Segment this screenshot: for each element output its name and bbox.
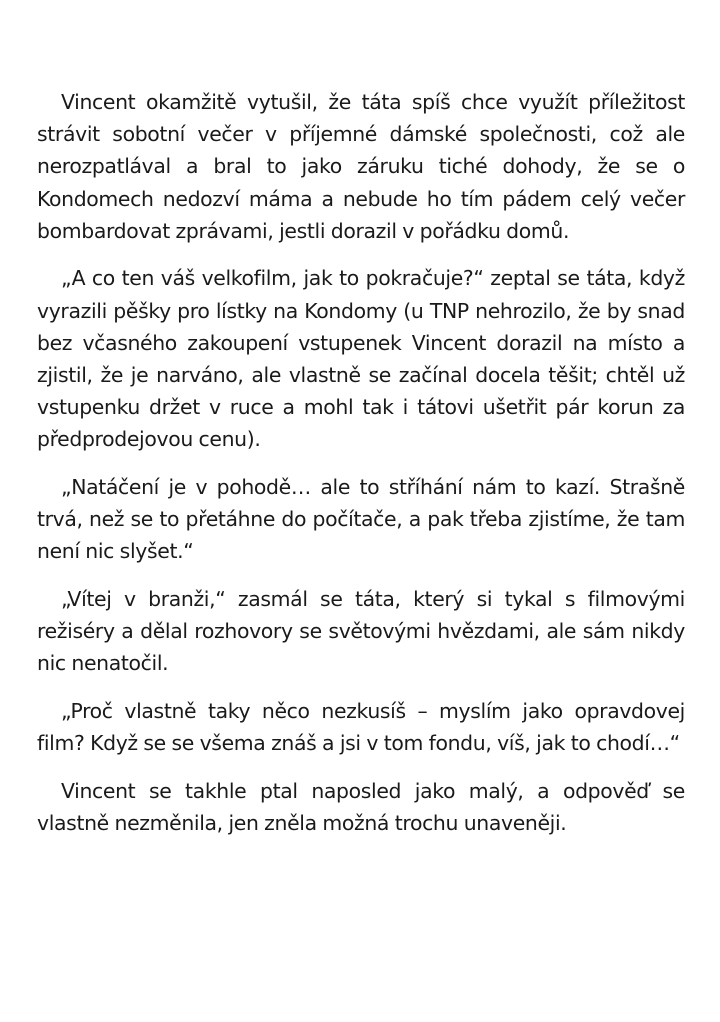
paragraph-5: „Proč vlastně taky něco nezkusíš – myslím jako opravdovej film? Když se se všema znáš a jsi v tom fondu, víš, jak to chodí…“	[37, 699, 685, 756]
paragraph-6: Vincent se takhle ptal naposled jako malý, a odpověď se vlastně nezměnila, jen zněla možná trochu unaveněji.	[37, 778, 685, 836]
paragraph-3: „Natáčení je v pohodě… ale to stříhání nám to kazí. Strašně trvá, než se to přetáhne do počítače, a pak třeba zjistíme, že tam není nic slyšet.“	[37, 475, 685, 564]
paragraph-2: „A co ten váš velkofilm, jak to pokračuje?“ zeptal se táta, když vyrazili pěšky pro lístky na Kondomy (u TNP nehrozilo, že by snad bez včasného zakoupení vstupenek Vincent dorazil na místo a zjistil, že je narváno, ale vlastně se začínal docela těšit; chtěl už vstupenku držet v ruce a mohl tak i tátovi ušetřit pár korun za předprodejovou cenu).	[37, 266, 685, 452]
book-page	[37, 86, 685, 855]
paragraph-1: Vincent okamžitě vytušil, že táta spíš chce využít příležitost strávit sobotní večer v příjemné dámské společnosti, což ale nerozpatlával a bral to jako záruku tiché dohody, že se o Kondomech nedozví máma a nebude ho tím pádem celý večer bombardovat zprávami, jestli dorazil v pořádku domů.	[37, 90, 685, 243]
paragraph-4: „Vítej v branži,“ zasmál se táta, který si tykal s filmovými režiséry a dělal rozhovory se světovými hvězdami, ale sám nikdy nic nenatočil.	[37, 587, 685, 676]
